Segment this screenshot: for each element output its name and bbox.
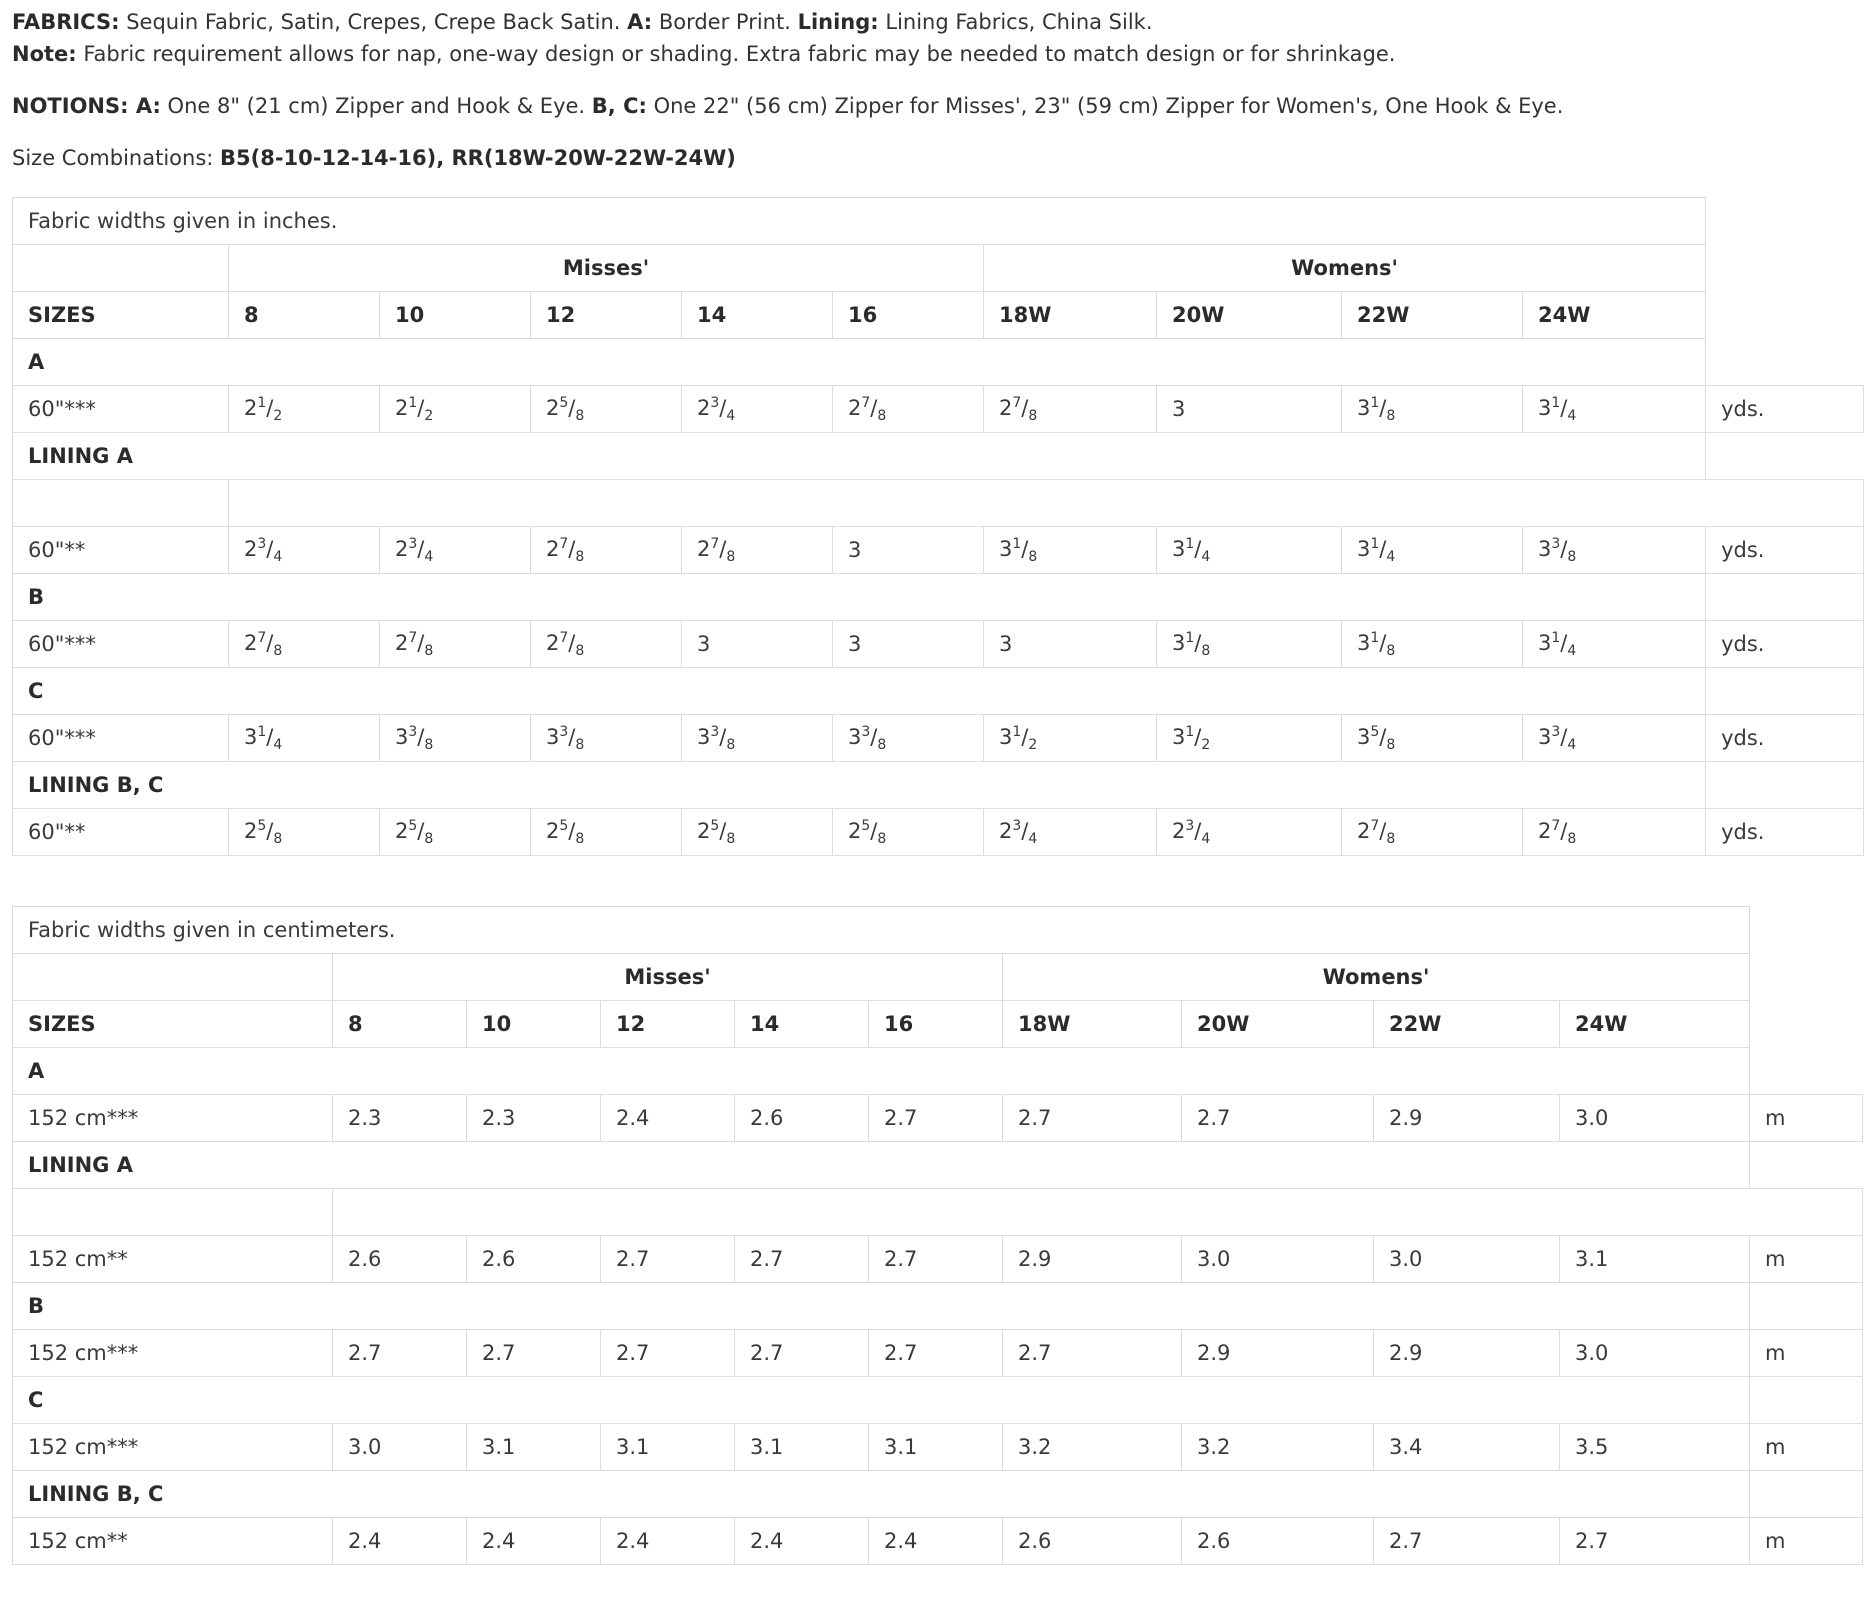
group-header-row — [13, 954, 1863, 1001]
yardage-value — [1342, 621, 1523, 668]
fraction-value: $3^3/_4$ — [1538, 723, 1577, 753]
size-header: 10 — [380, 292, 531, 339]
yardage-value — [1523, 386, 1706, 433]
fraction-value: $2^5/_8$ — [848, 817, 887, 847]
section-label: C — [13, 668, 1706, 715]
unit-label: yds. — [1706, 715, 1864, 762]
section-label-row — [13, 339, 1864, 386]
fraction-value: $3^1/_8$ — [1357, 629, 1396, 659]
fraction-value: $2^7/_8$ — [697, 535, 736, 565]
fabrics-text: Sequin Fabric, Satin, Crepes, Crepe Back Satin. — [119, 10, 628, 34]
yardage-value — [380, 386, 531, 433]
yardage-value — [1342, 386, 1523, 433]
empty-cell — [1750, 1142, 1863, 1189]
yardage-row — [13, 1424, 1863, 1471]
fraction-value: $2^3/_4$ — [999, 817, 1038, 847]
notions-bc-text: One 22" (56 cm) Zipper for Misses', 23" (59 cm) Zipper for Women's, One Hook & Eye. — [646, 94, 1564, 118]
section-label: C — [13, 1377, 1750, 1424]
yardage-value: 3.2 — [1003, 1424, 1182, 1471]
fabric-width: 60"** — [13, 527, 229, 574]
yardage-value — [833, 527, 984, 574]
yardage-value — [682, 621, 833, 668]
yardage-row — [13, 1518, 1863, 1565]
fraction-value: $2^7/_8$ — [244, 629, 283, 659]
yardage-value: 3.1 — [601, 1424, 735, 1471]
yardage-value: 2.7 — [333, 1330, 467, 1377]
empty-cell — [1750, 1471, 1863, 1518]
size-header: 24W — [1560, 1001, 1750, 1048]
yardage-value — [1157, 621, 1342, 668]
size-header: 22W — [1342, 292, 1523, 339]
section-label-row — [13, 574, 1864, 621]
group-womens: Womens' — [984, 245, 1706, 292]
fraction-value: $3^1/_4$ — [1357, 535, 1396, 565]
yardage-value — [531, 621, 682, 668]
yardage-value — [682, 386, 833, 433]
yardage-value: 2.4 — [735, 1518, 869, 1565]
yardage-value — [682, 715, 833, 762]
group-header-row — [13, 245, 1864, 292]
fraction-value: $2^5/_8$ — [395, 817, 434, 847]
yardage-row — [13, 621, 1864, 668]
yardage-value: 3.4 — [1374, 1424, 1560, 1471]
yardage-value — [984, 715, 1157, 762]
group-womens: Womens' — [1003, 954, 1750, 1001]
yardage-value — [380, 809, 531, 856]
yardage-value — [1157, 386, 1342, 433]
empty-cell — [1706, 433, 1864, 480]
section-label-row — [13, 1283, 1863, 1330]
fraction-value: $3^1/_8$ — [1357, 394, 1396, 424]
size-header: 20W — [1157, 292, 1342, 339]
section-label-row — [13, 762, 1864, 809]
fraction-value: $3^1/_4$ — [244, 723, 283, 753]
yardage-value: 2.3 — [333, 1095, 467, 1142]
yardage-row — [13, 527, 1864, 574]
yardage-value: 2.7 — [735, 1330, 869, 1377]
yardage-value: 2.9 — [1182, 1330, 1374, 1377]
fraction-value: $3^1/_8$ — [999, 535, 1038, 565]
yardage-value — [531, 809, 682, 856]
fabric-width: 60"*** — [13, 621, 229, 668]
yardage-value: 2.9 — [1374, 1095, 1560, 1142]
fabrics-line — [12, 6, 1864, 38]
yardage-value — [984, 809, 1157, 856]
yardage-value: 2.6 — [735, 1095, 869, 1142]
sizes-label: SIZES — [13, 292, 229, 339]
fraction-value: 3 — [1172, 397, 1186, 421]
yardage-value — [380, 527, 531, 574]
yardage-value: 2.9 — [1374, 1330, 1560, 1377]
fabric-width: 60"*** — [13, 715, 229, 762]
fraction-value: $2^3/_4$ — [395, 535, 434, 565]
unit-label: m — [1750, 1095, 1863, 1142]
fraction-value: $3^1/_4$ — [1538, 629, 1577, 659]
fraction-value: $3^3/_8$ — [1538, 535, 1577, 565]
yardage-value: 3.5 — [1560, 1424, 1750, 1471]
yardage-value — [833, 809, 984, 856]
fraction-value: $2^5/_8$ — [244, 817, 283, 847]
yardage-value — [984, 527, 1157, 574]
yardage-value: 2.6 — [333, 1236, 467, 1283]
empty-cell — [1750, 954, 1863, 1001]
yardage-value: 2.4 — [467, 1518, 601, 1565]
empty-cell — [13, 954, 333, 1001]
yardage-value: 3.1 — [869, 1424, 1003, 1471]
yardage-value — [682, 527, 833, 574]
blank-row — [13, 1189, 1863, 1236]
size-header: 12 — [531, 292, 682, 339]
fraction-value: $2^5/_8$ — [546, 394, 585, 424]
section-label: B — [13, 574, 1706, 621]
yardage-value: 3.1 — [735, 1424, 869, 1471]
size-header: 12 — [601, 1001, 735, 1048]
fraction-value: 3 — [697, 632, 711, 656]
yardage-value: 2.3 — [467, 1095, 601, 1142]
yardage-value: 2.4 — [333, 1518, 467, 1565]
yardage-value: 2.7 — [1560, 1518, 1750, 1565]
yardage-value: 2.7 — [869, 1095, 1003, 1142]
fraction-value: $2^7/_8$ — [395, 629, 434, 659]
fraction-value: $2^7/_8$ — [1357, 817, 1396, 847]
yardage-value — [1523, 621, 1706, 668]
fabric-width: 152 cm** — [13, 1518, 333, 1565]
yardage-value — [984, 621, 1157, 668]
yardage-row — [13, 1330, 1863, 1377]
notions-a-text: One 8" (21 cm) Zipper and Hook & Eye. — [160, 94, 592, 118]
unit-label: m — [1750, 1330, 1863, 1377]
table-caption: Fabric widths given in inches. — [13, 198, 1706, 245]
unit-label: m — [1750, 1518, 1863, 1565]
a-label: A: — [627, 10, 653, 34]
yardage-value: 2.7 — [1003, 1330, 1182, 1377]
section-label: A — [13, 1048, 1750, 1095]
yardage-value: 2.4 — [869, 1518, 1003, 1565]
inches-yardage-table — [12, 197, 1864, 856]
yardage-value — [380, 621, 531, 668]
section-label-row — [13, 1377, 1863, 1424]
size-header: 18W — [1003, 1001, 1182, 1048]
section-label: A — [13, 339, 1706, 386]
group-misses: Misses' — [333, 954, 1003, 1001]
yardage-value: 3.2 — [1182, 1424, 1374, 1471]
yardage-row — [13, 715, 1864, 762]
yardage-value — [1523, 809, 1706, 856]
section-label-row — [13, 1048, 1863, 1095]
yardage-value — [229, 621, 380, 668]
yardage-value: 2.7 — [601, 1330, 735, 1377]
size-header: 8 — [229, 292, 380, 339]
yardage-value — [833, 621, 984, 668]
empty-cell — [1706, 292, 1864, 339]
empty-cell — [1706, 762, 1864, 809]
fraction-value: $2^7/_8$ — [999, 394, 1038, 424]
yardage-value — [1523, 527, 1706, 574]
yardage-value: 2.6 — [467, 1236, 601, 1283]
empty-cell — [229, 480, 1864, 527]
yardage-value: 2.7 — [1003, 1095, 1182, 1142]
fraction-value: $2^3/_4$ — [1172, 817, 1211, 847]
size-combinations-label: Size Combinations: — [12, 146, 221, 170]
caption-row — [13, 907, 1863, 954]
yardage-value — [531, 527, 682, 574]
yardage-value: 2.9 — [1003, 1236, 1182, 1283]
size-header: 22W — [1374, 1001, 1560, 1048]
yardage-value: 3.1 — [1560, 1236, 1750, 1283]
yardage-value — [833, 715, 984, 762]
size-header: 24W — [1523, 292, 1706, 339]
yardage-value: 2.7 — [601, 1236, 735, 1283]
yardage-value — [1157, 715, 1342, 762]
group-misses: Misses' — [229, 245, 984, 292]
fabric-width: 152 cm*** — [13, 1095, 333, 1142]
yardage-value — [229, 715, 380, 762]
empty-cell — [1750, 1001, 1863, 1048]
yardage-value — [1342, 527, 1523, 574]
sizes-row — [13, 1001, 1863, 1048]
yardage-value: 3.0 — [1374, 1236, 1560, 1283]
fraction-value: $2^7/_8$ — [848, 394, 887, 424]
empty-cell — [1706, 245, 1864, 292]
sizes-row — [13, 292, 1864, 339]
yardage-value: 2.6 — [1003, 1518, 1182, 1565]
section-label: LINING A — [13, 433, 1706, 480]
size-combinations-value: B5(8-10-12-14-16), RR(18W-20W-22W-24W) — [220, 146, 736, 170]
yardage-value: 2.4 — [601, 1518, 735, 1565]
section-label: B — [13, 1283, 1750, 1330]
yardage-row — [13, 386, 1864, 433]
unit-label: yds. — [1706, 527, 1864, 574]
empty-cell — [1750, 1283, 1863, 1330]
yardage-value: 3.0 — [1560, 1095, 1750, 1142]
yardage-value — [1342, 809, 1523, 856]
fraction-value: $2^3/_4$ — [244, 535, 283, 565]
section-label: LINING B, C — [13, 1471, 1750, 1518]
size-header: 16 — [869, 1001, 1003, 1048]
empty-cell — [13, 1189, 333, 1236]
note-line — [12, 38, 1864, 70]
size-header: 18W — [984, 292, 1157, 339]
fraction-value: $3^3/_8$ — [546, 723, 585, 753]
notions-line — [12, 90, 1864, 122]
note-text: Fabric requirement allows for nap, one-way design or shading. Extra fabric may be needed to match design or for shrinkage. — [76, 42, 1396, 66]
empty-cell — [1706, 339, 1864, 386]
yardage-value — [531, 715, 682, 762]
yardage-row — [13, 1236, 1863, 1283]
yardage-value: 2.7 — [869, 1236, 1003, 1283]
yardage-value — [531, 386, 682, 433]
size-header: 16 — [833, 292, 984, 339]
table-caption: Fabric widths given in centimeters. — [13, 907, 1750, 954]
size-header: 14 — [735, 1001, 869, 1048]
fraction-value: $3^1/_2$ — [999, 723, 1038, 753]
unit-label: yds. — [1706, 809, 1864, 856]
empty-cell — [13, 245, 229, 292]
yardage-value: 3.1 — [467, 1424, 601, 1471]
unit-label: yds. — [1706, 621, 1864, 668]
yardage-value: 2.7 — [1374, 1518, 1560, 1565]
caption-row — [13, 198, 1864, 245]
yardage-value — [229, 809, 380, 856]
size-header: 20W — [1182, 1001, 1374, 1048]
fraction-value: $3^1/_4$ — [1172, 535, 1211, 565]
fraction-value: $2^7/_8$ — [1538, 817, 1577, 847]
fraction-value: 3 — [848, 632, 862, 656]
yardage-value — [229, 386, 380, 433]
size-header: 10 — [467, 1001, 601, 1048]
notions-bc-label: B, C: — [591, 94, 647, 118]
lining-label: Lining: — [797, 10, 879, 34]
lining-text: Lining Fabrics, China Silk. — [878, 10, 1153, 34]
yardage-value — [229, 527, 380, 574]
fraction-value: $2^3/_4$ — [697, 394, 736, 424]
a-text: Border Print. — [652, 10, 798, 34]
section-label-row — [13, 668, 1864, 715]
fraction-value: $2^5/_8$ — [546, 817, 585, 847]
unit-label: yds. — [1706, 386, 1864, 433]
empty-cell — [1706, 668, 1864, 715]
yardage-value: 2.7 — [869, 1330, 1003, 1377]
fraction-value: $3^5/_8$ — [1357, 723, 1396, 753]
fraction-value: $2^5/_8$ — [697, 817, 736, 847]
yardage-value: 2.4 — [601, 1095, 735, 1142]
section-label: LINING B, C — [13, 762, 1706, 809]
empty-cell — [1750, 1048, 1863, 1095]
fraction-value: $3^1/_4$ — [1538, 394, 1577, 424]
yardage-value: 2.7 — [467, 1330, 601, 1377]
yardage-value: 2.6 — [1182, 1518, 1374, 1565]
notions-label: NOTIONS: A: — [12, 94, 161, 118]
yardage-row — [13, 1095, 1863, 1142]
yardage-value — [682, 809, 833, 856]
yardage-value — [1523, 715, 1706, 762]
yardage-value — [1342, 715, 1523, 762]
yardage-value: 3.0 — [1560, 1330, 1750, 1377]
fraction-value: $3^3/_8$ — [848, 723, 887, 753]
yardage-value — [1157, 527, 1342, 574]
sizes-label: SIZES — [13, 1001, 333, 1048]
note-label: Note: — [12, 42, 77, 66]
empty-cell — [1706, 574, 1864, 621]
empty-cell — [1706, 198, 1864, 245]
section-label-row — [13, 1142, 1863, 1189]
fraction-value: $3^3/_8$ — [395, 723, 434, 753]
fraction-value: $3^3/_8$ — [697, 723, 736, 753]
yardage-value — [380, 715, 531, 762]
yardage-value: 3.0 — [1182, 1236, 1374, 1283]
fabric-width: 152 cm** — [13, 1236, 333, 1283]
fraction-value: $3^1/_2$ — [1172, 723, 1211, 753]
size-combinations-line — [12, 142, 1864, 174]
section-label-row — [13, 1471, 1863, 1518]
empty-cell — [333, 1189, 1863, 1236]
fabric-width: 60"** — [13, 809, 229, 856]
yardage-row — [13, 809, 1864, 856]
section-label: LINING A — [13, 1142, 1750, 1189]
empty-cell — [13, 480, 229, 527]
fraction-value: $2^1/_2$ — [395, 394, 434, 424]
empty-cell — [1750, 1377, 1863, 1424]
section-label-row — [13, 433, 1864, 480]
yardage-value — [833, 386, 984, 433]
fraction-value: 3 — [848, 538, 862, 562]
empty-cell — [1750, 907, 1863, 954]
unit-label: m — [1750, 1236, 1863, 1283]
fabric-width: 60"*** — [13, 386, 229, 433]
fraction-value: $3^1/_8$ — [1172, 629, 1211, 659]
fabric-width: 152 cm*** — [13, 1424, 333, 1471]
fabric-width: 152 cm*** — [13, 1330, 333, 1377]
size-header: 8 — [333, 1001, 467, 1048]
fabrics-label: FABRICS: — [12, 10, 120, 34]
yardage-value: 3.0 — [333, 1424, 467, 1471]
yardage-value: 2.7 — [1182, 1095, 1374, 1142]
fraction-value: $2^1/_2$ — [244, 394, 283, 424]
blank-row — [13, 480, 1864, 527]
fraction-value: $2^7/_8$ — [546, 629, 585, 659]
fraction-value: $2^7/_8$ — [546, 535, 585, 565]
unit-label: m — [1750, 1424, 1863, 1471]
size-header: 14 — [682, 292, 833, 339]
yardage-value: 2.7 — [735, 1236, 869, 1283]
yardage-value — [1157, 809, 1342, 856]
centimeters-yardage-table — [12, 906, 1863, 1565]
fraction-value: 3 — [999, 632, 1013, 656]
yardage-value — [984, 386, 1157, 433]
